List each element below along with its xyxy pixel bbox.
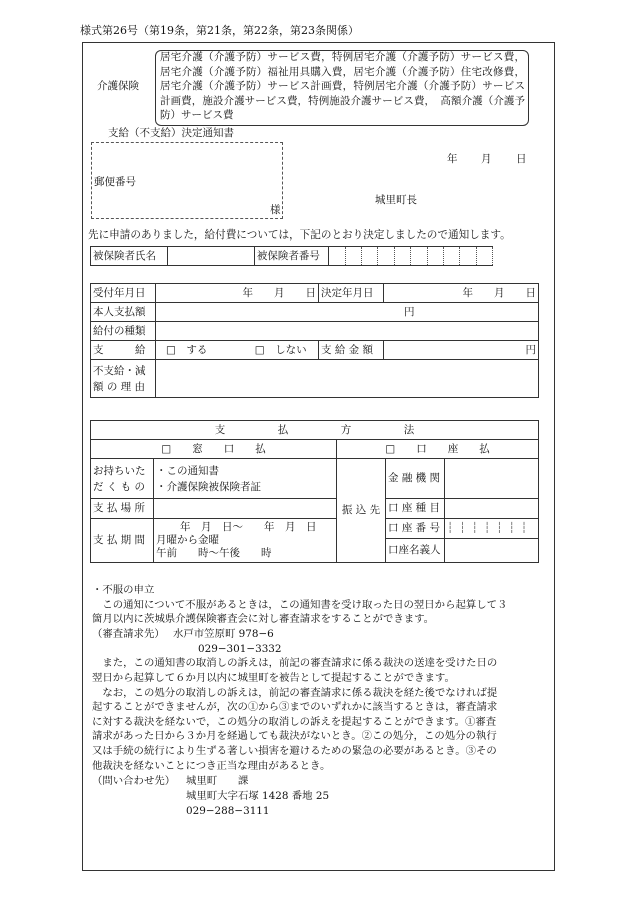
self-pay-yen: 円 (156, 303, 539, 322)
payment-amount-yen: 円 (384, 341, 539, 360)
contact-label: （問い合わせ先） (92, 775, 176, 787)
digit-cell (362, 247, 378, 266)
review-label: （審査請求先） (92, 628, 165, 640)
notes-line-10: 他裁決を経ないことにつき正当な理由があるとき。 (92, 760, 331, 772)
details-table (90, 283, 539, 398)
receipt-date-label: 受付年月日 (91, 284, 156, 303)
account-payment-option: □ 口 座 払 (337, 440, 539, 459)
notes-line-8: 請求があった日から３か月を経過しても裁決がないとき。②この処分，この処分の執行 (92, 730, 497, 742)
account-holder-value (445, 539, 539, 563)
notes-line-3: また，この通知書の取消しの訴えは，前記の審査請求に係る裁決の送達を受けた日の (92, 657, 498, 669)
bank-label: 金 融 機 関 (386, 459, 445, 499)
services-text: 居宅介護（介護予防）サービス費，特例居宅介護（介護予防）サービス費，居宅介護（介護予防）福祉用具購入費，居宅介護（介護予防）住宅改修費，居宅介護（介護予防）サービス計画費，特例居宅介護（介護予防）サービス計画費，施設介護サービス費，特例施設介護サービス費， 高額介護（介護予防）サービス費 (160, 51, 525, 122)
payment-method-heading: 支 払 方 法 (91, 421, 539, 440)
bring-item-insurance-card: ・介護保険被保険者証 (156, 480, 261, 493)
bring-item-notice: ・この通知書 (156, 464, 219, 477)
insured-name-value (167, 247, 254, 266)
payment-no-option: □ しない (254, 343, 307, 356)
payment-table (90, 420, 539, 563)
bring-items-label (91, 459, 154, 499)
notice-title: 支給（不支給）決定通知書 (108, 127, 234, 139)
transfer-label: 振 込 先 (337, 459, 386, 563)
account-number-value: ┆┆┆┆┆┆┆ (445, 519, 539, 539)
issuer: 城里町長 (375, 194, 417, 206)
insured-number-label: 被保険者番号 (254, 247, 329, 266)
period-weekdays: 月曜から金曜 (156, 534, 219, 546)
period-date-range: 年 月 日～ 年 月 日 (180, 521, 317, 533)
payment-period-label: 支 払 期 間 (91, 519, 154, 563)
window-payment-option: □ 窓 口 払 (91, 440, 337, 459)
notes-line-5: なお，この処分の取消しの訴えは，前記の審査請求に係る裁決を経た後でなければ提 (92, 687, 498, 699)
notes-line-2: 箇月以内に茨城県介護保険審査会に対し審査請求をすることができます。 (92, 613, 435, 625)
review-address: 水戸市笠原町 978−6 (173, 628, 274, 640)
payment-label: 支 給 (91, 341, 156, 360)
account-number-label: 口 座 番 号 (386, 519, 445, 539)
account-type-value (445, 499, 539, 519)
reason-label-line-1: 不支給・減 (93, 364, 146, 377)
contact-office: 城里町 課 (186, 775, 249, 787)
contact-address: 城里町大字石塚 1428 番地 25 (186, 790, 330, 802)
insured-name-label: 被保険者氏名 (91, 247, 168, 266)
sama-label: 様 (270, 204, 281, 216)
objection-title: ・不服の申立 (92, 584, 155, 596)
payment-period-value (154, 519, 337, 563)
intro-text: 先に申請のありました，給付費については，下記のとおり決定しましたので通知します。 (88, 229, 511, 241)
payment-place-label: 支 払 場 所 (91, 499, 154, 519)
payment-yes-option: □ する (166, 343, 208, 356)
notes-line-7: に対する裁決を経ないで，この処分の取消しの訴えを提起することができます。①審査 (92, 716, 497, 728)
notes-line-1: この通知について不服があるときは，この通知書を受け取った日の翌日から起算して３ (92, 599, 508, 611)
reason-value (156, 360, 539, 398)
contact-phone: 029−288−3111 (186, 805, 270, 817)
self-pay-label: 本人支払額 (91, 303, 156, 322)
form-number: 様式第26号（第19条，第21条，第22条，第23条関係） (80, 24, 359, 37)
receipt-date-value: 年 月 日 (156, 284, 319, 303)
payment-amount-label: 支 給 金 額 (319, 341, 384, 360)
digit-cell (394, 247, 410, 266)
digit-cell (443, 247, 459, 266)
bring-label-line-1: お持ちいた (93, 464, 146, 477)
account-type-label: 口 座 種 目 (386, 499, 445, 519)
notes-line-9: 又は手続の続行により生ずる著しい損害を避けるための緊急の必要があるとき。③その (92, 745, 497, 757)
reason-label (91, 360, 156, 398)
bring-items-value (154, 459, 337, 499)
date-day: 日 (516, 153, 527, 165)
review-phone: 029−301−3332 (198, 643, 282, 655)
digit-cell (460, 247, 476, 266)
benefit-type-value (156, 322, 539, 341)
bank-value (445, 459, 539, 499)
digit-cell (345, 247, 361, 266)
date-month: 月 (481, 153, 492, 165)
digit-cell (329, 247, 345, 266)
digit-cell (378, 247, 394, 266)
decision-date-label: 決定年月日 (319, 284, 384, 303)
benefit-type-label: 給付の種類 (91, 322, 156, 341)
period-hours: 午前 時～午後 時 (156, 547, 272, 559)
notes-line-6: 起することができませんが，次の①から③までのいずれかに該当するときは，審査請求 (92, 701, 498, 713)
insurance-label: 介護保険 (97, 80, 139, 92)
digit-cell (411, 247, 427, 266)
account-holder-label: 口座名義人 (386, 539, 445, 563)
decision-date-value: 年 月 日 (384, 284, 539, 303)
payment-place-value (154, 499, 337, 519)
date-year: 年 (447, 153, 458, 165)
bring-label-line-2: だ く も の (93, 480, 146, 493)
digit-cell (476, 247, 492, 266)
digit-cell (427, 247, 443, 266)
insured-table (90, 246, 493, 266)
reason-label-line-2: 額 の 理 由 (93, 380, 146, 393)
postal-code-label: 郵便番号 (94, 176, 136, 188)
payment-options (156, 341, 319, 360)
notes-line-4: 翌日から起算して６か月以内に城里町を被告として提起することができます。 (92, 672, 455, 684)
